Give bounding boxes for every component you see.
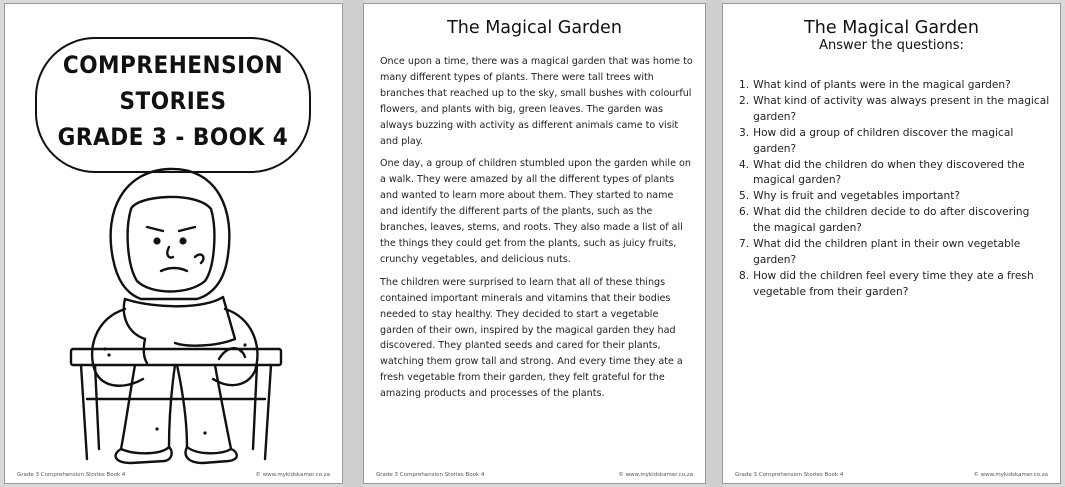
question-list <box>739 78 1050 301</box>
story-title: The Magical Garden <box>447 18 622 38</box>
question-text: Why is fruit and vegetables important? <box>753 190 961 203</box>
child-at-desk-illustration <box>65 149 285 469</box>
story-paragraph: One day, a group of children stumbled upon the garden while on a walk. They were amazed by all the different types of plants and wanted to learn more about them. They started to name and identify the different parts of the plants, such as the branches, leaves, stems, and roots. They also made a list of all the things they could get from the plants, such as juicy fruits, crunchy vegetables, and delicious nuts. <box>380 158 691 265</box>
story-paragraph: The children were surprised to learn that all of these things contained important minerals and vitamins that their bodies needed to stay healthy. They decided to start a vegetable garden of their own, inspired by the magical garden they had discovered. They planted seeds and cared for their plants, watching them grow tall and strong. And every time they ate a fresh vegetable from their garden, they felt grateful for the amazing products and processes of the plants. <box>380 276 683 400</box>
footer-website: © www.mykidskamer.co.za <box>973 472 1048 478</box>
question-text: How did the children feel every time they ate a fresh vegetable from their garden? <box>753 269 1034 298</box>
footer-left-text: Grade 3 Comprehension Stories Book 4 <box>17 472 126 478</box>
question-number: 6. <box>739 206 750 219</box>
question-number: 8. <box>739 269 750 282</box>
page-gutter <box>706 0 722 487</box>
question-item <box>739 205 1050 237</box>
question-item <box>739 237 1050 269</box>
question-item <box>739 269 1050 301</box>
question-text: What did the children plant in their own vegetable garden? <box>753 238 1021 266</box>
page-footer <box>17 472 330 478</box>
question-item <box>739 126 1050 158</box>
story-page[interactable] <box>363 3 706 484</box>
cover-title-line: STORIES <box>119 87 227 115</box>
question-item <box>739 158 1050 190</box>
question-number: 5. <box>739 190 750 203</box>
footer-website: © www.mykidskamer.co.za <box>618 472 693 478</box>
question-item <box>739 189 1050 205</box>
cover-page[interactable] <box>4 3 343 484</box>
questions-subtitle: Answer the questions: <box>819 38 964 53</box>
questions-page[interactable] <box>722 3 1061 484</box>
question-text: What did the children do when they discovered the magical garden? <box>753 158 1025 187</box>
story-text <box>380 54 693 409</box>
question-text: What kind of activity was always present in the magical garden? <box>753 94 1050 123</box>
page-gutter <box>343 0 363 487</box>
cover-title-line: COMPREHENSION <box>62 51 284 79</box>
page-footer <box>376 472 693 478</box>
questions-title: The Magical Garden <box>804 18 979 38</box>
question-item <box>739 94 1050 126</box>
footer-left-text: Grade 3 Comprehension Stories Book 4 <box>376 472 485 478</box>
page-footer <box>735 472 1048 478</box>
question-number: 4. <box>739 158 750 171</box>
question-number: 3. <box>739 126 750 139</box>
question-item <box>739 78 1050 94</box>
question-text: What did the children decide to do after discovering the magical garden? <box>753 206 1030 235</box>
story-paragraph: Once upon a time, there was a magical garden that was home to many different types of plants. There were tall trees with branches that reached up to the sky, small bushes with colourful flowers, and plants with big, green leaves. The garden was always buzzing with activity as different animals came to visit and play. <box>380 56 693 147</box>
question-text: What kind of plants were in the magical garden? <box>753 79 1011 91</box>
footer-website: © www.mykidskamer.co.za <box>255 472 330 478</box>
question-number: 7. <box>739 238 750 251</box>
question-number: 2. <box>739 94 750 107</box>
question-text: How did a group of children discover the magical garden? <box>753 126 1014 155</box>
footer-left-text: Grade 3 Comprehension Stories Book 4 <box>735 472 844 478</box>
question-number: 1. <box>739 79 750 91</box>
cover-title-line: GRADE 3 - BOOK 4 <box>57 123 289 151</box>
